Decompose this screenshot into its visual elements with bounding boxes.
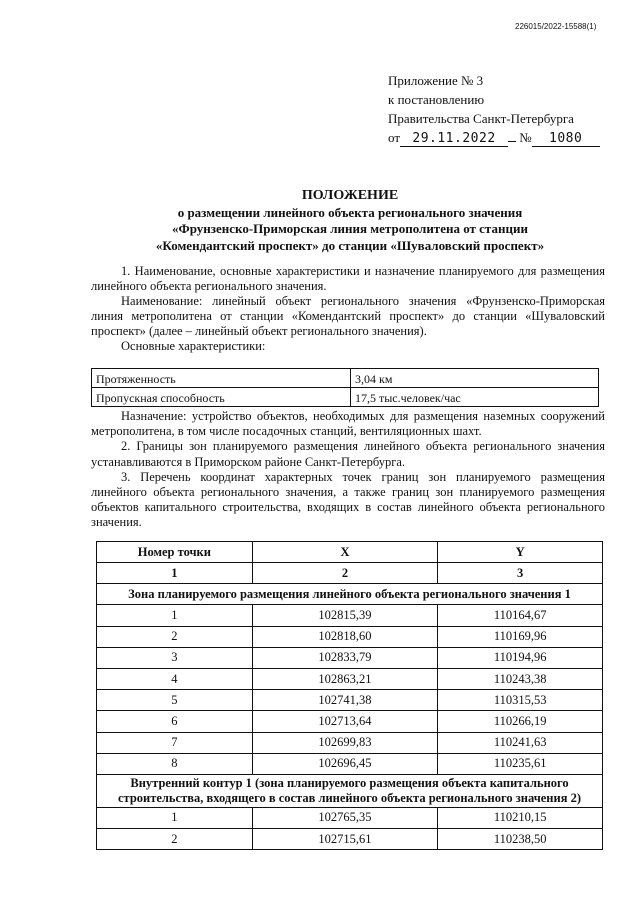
- column-index: 1: [97, 563, 253, 584]
- table-row: [97, 732, 603, 753]
- point-number: 3: [97, 647, 253, 668]
- x-coordinate: 102741,38: [252, 690, 438, 711]
- document-title: ПОЛОЖЕНИЕ: [301, 188, 399, 203]
- boundaries-paragraph: 2. Границы зон планируемого размещения линейного объекта регионального значения устанавливаются в Приморском районе Санкт-Петербурга.: [91, 439, 605, 469]
- document-reference-number: 226015/2022-15588(1): [515, 22, 597, 31]
- characteristic-value: 3,04 км: [351, 369, 599, 388]
- coordinates-table: [96, 541, 603, 850]
- intro-paragraph-3: Основные характеристики:: [121, 339, 266, 353]
- column-header-y: Y: [438, 542, 603, 563]
- appendix-block: [388, 71, 618, 147]
- intro-section: [91, 264, 605, 354]
- table-row: [97, 647, 603, 668]
- column-header-x: X: [252, 542, 438, 563]
- table-row: [97, 668, 603, 689]
- x-coordinate: 102696,45: [252, 753, 438, 774]
- point-number: 5: [97, 690, 253, 711]
- x-coordinate: 102833,79: [252, 647, 438, 668]
- y-coordinate: 110243,38: [438, 668, 603, 689]
- characteristics-table: [91, 368, 599, 407]
- y-coordinate: 110315,53: [438, 690, 603, 711]
- y-coordinate: 110238,50: [438, 829, 603, 850]
- appendix-date-line: [388, 128, 618, 147]
- zone-2-title-row: [97, 774, 603, 807]
- x-coordinate: 102699,83: [252, 732, 438, 753]
- column-index: 2: [252, 563, 438, 584]
- appendix-line-3: Правительства Санкт-Петербурга: [388, 111, 574, 126]
- y-coordinate: 110235,61: [438, 753, 603, 774]
- point-number: 1: [97, 605, 253, 626]
- y-coordinate: 110266,19: [438, 711, 603, 732]
- point-number: 7: [97, 732, 253, 753]
- appendix-line-1: Приложение № 3: [388, 73, 484, 88]
- zone-1-title-row: [97, 584, 603, 605]
- number-prefix: №: [519, 130, 532, 145]
- intro-paragraph-2: Наименование: линейный объект регионального значения «Фрунзенско-Приморская линия метрополитена от станции «Комендантский проспект» до станции «Шуваловский проспект» (далее – линейный объект регионального значения).: [91, 294, 605, 338]
- table-row: [97, 605, 603, 626]
- x-coordinate: 102818,60: [252, 626, 438, 647]
- column-header-point: Номер точки: [97, 542, 253, 563]
- table-row: [97, 829, 603, 850]
- y-coordinate: 110194,96: [438, 647, 603, 668]
- table-row: [97, 690, 603, 711]
- coordinates-intro-paragraph: 3. Перечень координат характерных точек границ зон планируемого размещения линейного объекта регионального значения, а также границ зон планируемого размещения объектов капитального строительства, входящих в состав линейного объекта регионального значения.: [91, 469, 605, 530]
- point-number: 8: [97, 753, 253, 774]
- date-prefix: от: [388, 130, 401, 145]
- table-row: [97, 626, 603, 647]
- table-header-row: [97, 542, 603, 563]
- y-coordinate: 110210,15: [438, 807, 603, 828]
- document-heading: [60, 188, 640, 254]
- point-number: 6: [97, 711, 253, 732]
- resolution-date: 29.11.2022: [400, 131, 508, 147]
- resolution-number: 1080: [532, 131, 600, 147]
- heading-line-3: «Комендантский проспект» до станции «Шуваловский проспект»: [155, 237, 545, 253]
- y-coordinate: 110169,96: [438, 626, 603, 647]
- x-coordinate: 102765,35: [252, 807, 438, 828]
- appendix-line-2: к постановлению: [388, 92, 485, 107]
- x-coordinate: 102863,21: [252, 668, 438, 689]
- description-section: [91, 409, 605, 531]
- point-number: 4: [97, 668, 253, 689]
- purpose-paragraph: Назначение: устройство объектов, необходимых для размещения наземных сооружений метрополитена, в том числе посадочных станций, вентиляционных шахт.: [91, 409, 605, 439]
- table-row: [97, 807, 603, 828]
- point-number: 2: [97, 626, 253, 647]
- heading-line-1: о размещении линейного объекта регионального значения: [177, 204, 523, 220]
- point-number: 1: [97, 807, 253, 828]
- x-coordinate: 102715,61: [252, 829, 438, 850]
- zone-1-title: Зона планируемого размещения линейного объекта регионального значения 1: [97, 584, 603, 605]
- characteristic-name: Пропускная способность: [92, 388, 351, 407]
- table-row: [92, 369, 599, 388]
- column-index: 3: [438, 563, 603, 584]
- y-coordinate: 110164,67: [438, 605, 603, 626]
- y-coordinate: 110241,63: [438, 732, 603, 753]
- heading-line-2: «Фрунзенско-Приморская линия метрополитена от станции: [172, 221, 528, 236]
- table-row: [97, 753, 603, 774]
- table-row: [97, 711, 603, 732]
- characteristic-name: Протяженность: [92, 369, 351, 388]
- intro-paragraph-1: 1. Наименование, основные характеристики и назначение планируемого для размещения линейного объекта регионального значения.: [91, 264, 605, 293]
- x-coordinate: 102713,64: [252, 711, 438, 732]
- characteristic-value: 17,5 тыс.человек/час: [351, 388, 599, 407]
- zone-2-title: Внутренний контур 1 (зона планируемого размещения объекта капитального строительства, входящего в состав линейного объекта регионального значения 2): [97, 774, 603, 807]
- table-row: [92, 388, 599, 407]
- column-index-row: [97, 563, 603, 584]
- x-coordinate: 102815,39: [252, 605, 438, 626]
- point-number: 2: [97, 829, 253, 850]
